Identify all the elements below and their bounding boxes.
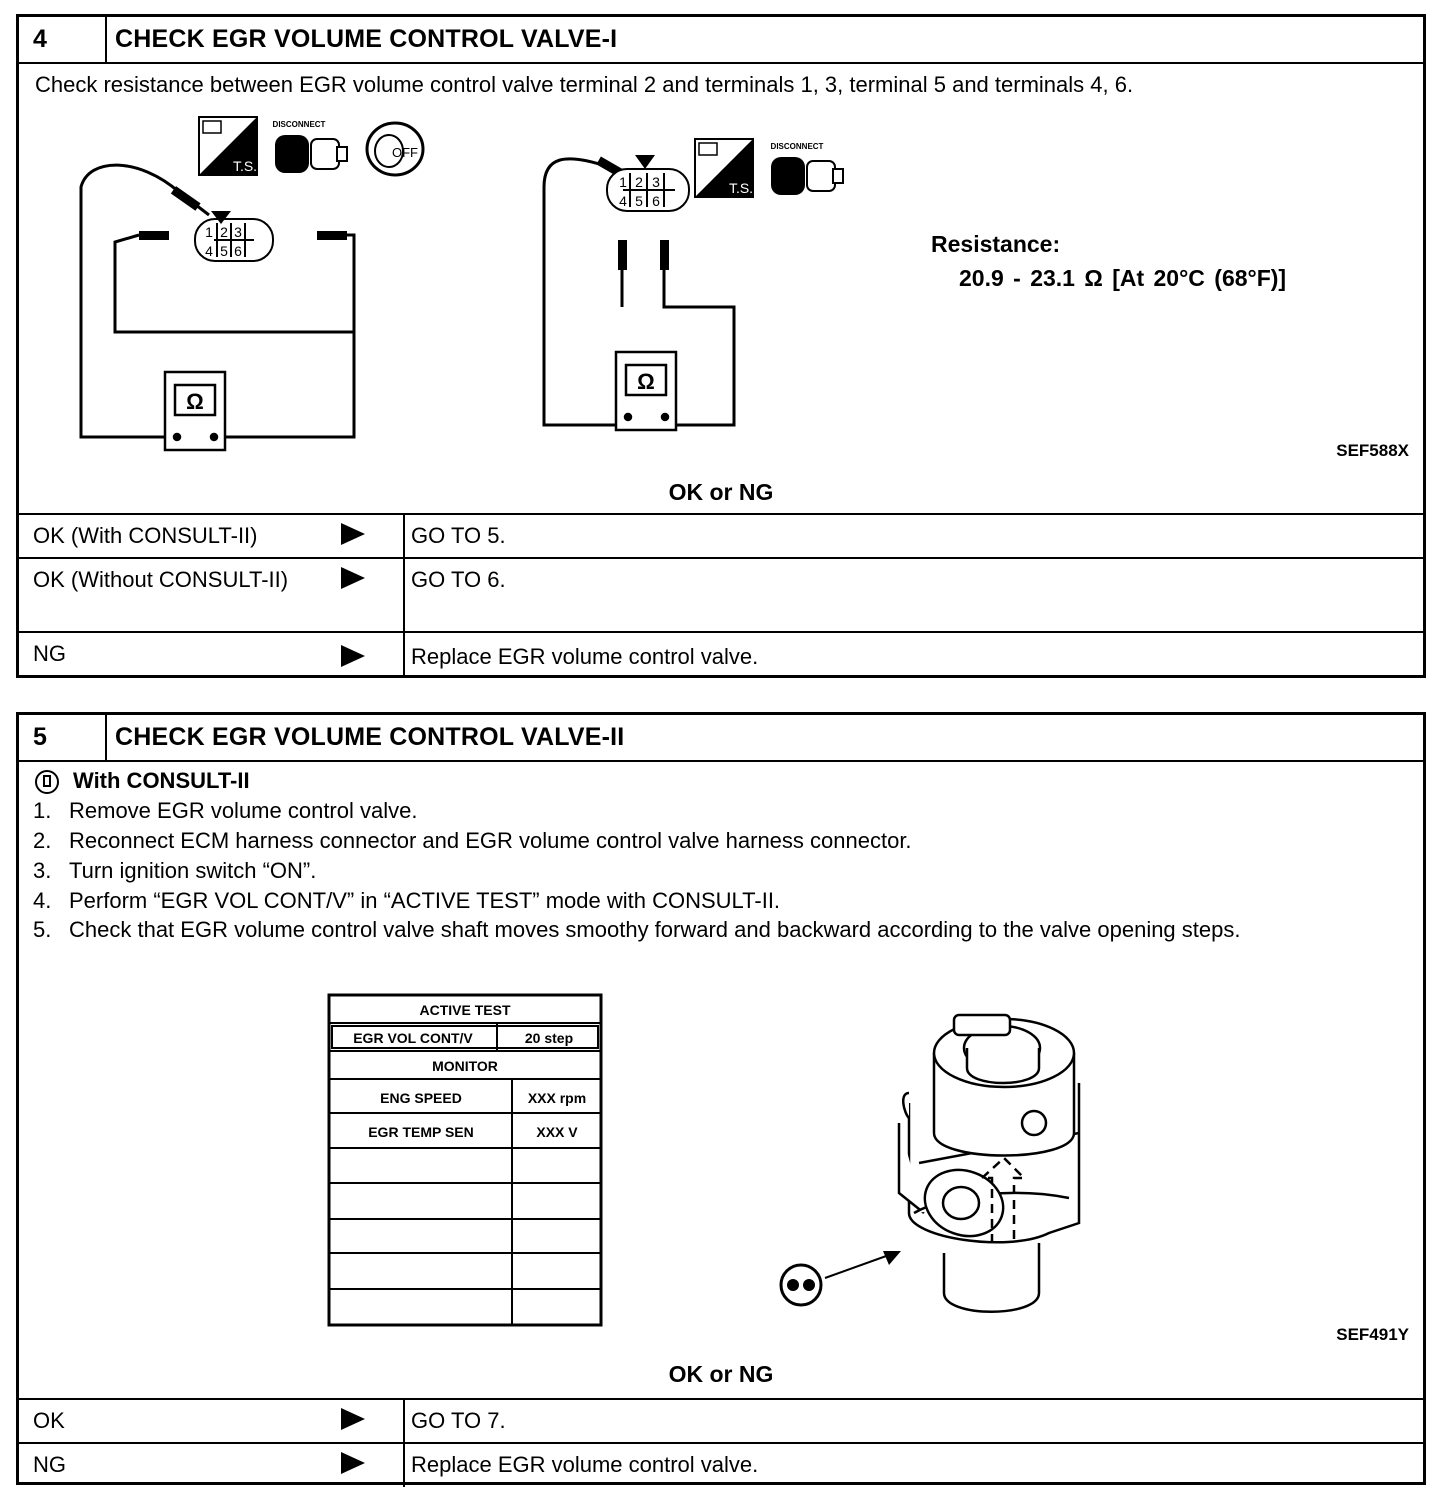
- result-row: [19, 1398, 1423, 1442]
- pin-3: 3: [234, 224, 242, 240]
- arrow-icon: [341, 645, 365, 667]
- pin-4-right: 4: [619, 193, 627, 209]
- svg-text:T.S.: T.S.: [232, 158, 258, 174]
- test-value: 20 step: [524, 1030, 574, 1046]
- svg-text:DISCONNECT: DISCONNECT: [770, 142, 824, 151]
- result-condition: OK (With CONSULT-II): [33, 523, 258, 548]
- pin-5-right: 5: [635, 193, 643, 209]
- ignition-off-icon: [367, 123, 423, 175]
- ts-icon-right: [695, 139, 753, 197]
- method-line: [19, 766, 1423, 796]
- step-item: 4. Perform “EGR VOL CONT/V” in “ACTIVE TEST” mode with CONSULT-II.: [33, 888, 781, 913]
- pin-5: 5: [220, 243, 228, 259]
- resistance-value: 20.9 - 23.1 Ω [At 20°C (68°F)]: [959, 265, 1287, 291]
- pin-1: 1: [205, 224, 213, 240]
- step-5-section: [16, 712, 1426, 1485]
- step-4-instruction: Check resistance between EGR volume control valve terminal 2 and terminals 1, 3, terminal 5 and terminals 4, 6.: [35, 72, 1134, 97]
- disconnect-icon: [273, 120, 347, 173]
- step-title: CHECK EGR VOLUME CONTROL VALVE-II: [115, 723, 625, 751]
- result-action: GO TO 5.: [411, 523, 506, 548]
- monitor-item: ENG SPEED: [380, 1090, 462, 1106]
- screen-header: ACTIVE TEST: [419, 1002, 511, 1018]
- ohm-symbol-left: Ω: [186, 389, 204, 414]
- step-4-header: [19, 17, 1423, 64]
- procedure-steps: [19, 796, 1423, 943]
- test-item: EGR VOL CONT/V: [353, 1030, 473, 1046]
- monitor-label: MONITOR: [432, 1058, 498, 1074]
- figure-code: SEF491Y: [1336, 1325, 1409, 1344]
- pin-4: 4: [205, 243, 213, 259]
- pin-6-right: 6: [652, 193, 660, 209]
- step-item: 5. Check that EGR volume control valve shaft moves smoothy forward and backward according to the valve opening steps.: [33, 917, 1241, 942]
- step-number: 4: [19, 17, 107, 62]
- pin-2-right: 2: [635, 174, 643, 190]
- svg-text:T.S.: T.S.: [728, 180, 754, 196]
- step-number: 5: [19, 715, 107, 760]
- result-action: Replace EGR volume control valve.: [411, 644, 759, 669]
- monitor-value: XXX rpm: [527, 1090, 587, 1106]
- result-action: GO TO 6.: [411, 567, 506, 592]
- view-icon: [781, 1265, 821, 1305]
- result-condition: OK: [33, 1408, 65, 1433]
- resistance-label: Resistance:: [931, 231, 1061, 257]
- consult-icon: [35, 770, 59, 794]
- result-row: [19, 1442, 1423, 1487]
- method-label: With CONSULT-II: [73, 768, 250, 793]
- svg-text:DISCONNECT: DISCONNECT: [272, 120, 326, 129]
- resistance-check-diagram: [19, 107, 1423, 477]
- result-row: [19, 557, 1423, 631]
- pin-1-right: 1: [619, 174, 627, 190]
- step-title: CHECK EGR VOLUME CONTROL VALVE-I: [115, 25, 618, 53]
- result-condition: NG: [33, 1452, 66, 1477]
- step-5-header: [19, 715, 1423, 762]
- arrow-icon: [341, 567, 365, 589]
- monitor-item: EGR TEMP SEN: [368, 1124, 474, 1140]
- result-row: [19, 513, 1423, 557]
- arrow-icon: [341, 523, 365, 545]
- ohm-symbol-right: Ω: [637, 369, 655, 394]
- result-condition: NG: [33, 641, 66, 666]
- result-heading: OK or NG: [668, 1361, 774, 1387]
- egr-valve-illustration: [749, 993, 1109, 1333]
- step-item: 2. Reconnect ECM harness connector and EGR volume control valve harness connector.: [33, 828, 912, 853]
- consult-active-test-screen: [327, 993, 607, 1329]
- step-item: 3. Turn ignition switch “ON”.: [33, 858, 317, 883]
- pin-6: 6: [234, 243, 242, 259]
- figure-code: SEF588X: [1336, 441, 1409, 460]
- pin-3-right: 3: [652, 174, 660, 190]
- result-action: Replace EGR volume control valve.: [411, 1452, 759, 1477]
- pin-2: 2: [220, 224, 228, 240]
- result-heading: OK or NG: [668, 479, 774, 505]
- monitor-value: XXX V: [536, 1124, 578, 1140]
- step-item: 1. Remove EGR volume control valve.: [33, 798, 418, 823]
- arrow-icon: [341, 1452, 365, 1474]
- step-4-section: [16, 14, 1426, 678]
- result-row: [19, 631, 1423, 677]
- svg-text:OFF: OFF: [392, 145, 418, 160]
- arrow-icon: [341, 1408, 365, 1430]
- ts-icon: [199, 117, 257, 175]
- disconnect-icon-right: [771, 142, 843, 195]
- result-action: GO TO 7.: [411, 1408, 506, 1433]
- result-condition: OK (Without CONSULT-II): [33, 567, 289, 592]
